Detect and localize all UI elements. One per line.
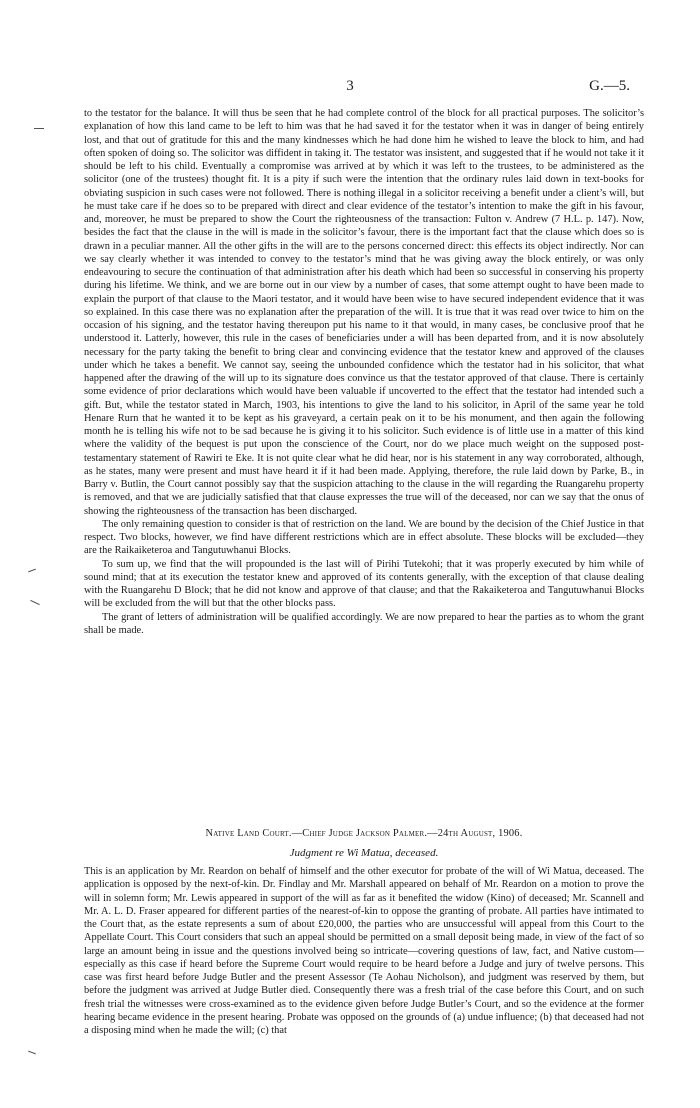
margin-mark xyxy=(28,1051,36,1055)
section-body xyxy=(84,865,644,1037)
body-paragraph: To sum up, we find that the will propounded is the last will of Pirihi Tutekohi; that it was properly executed by him while of sound mind; that at its execution the testator knew and approved of its contents generally, with the exception of that clause dealing with the Ruangarehu D Block; that he did not know and approve of that clause; and that the Rakaiketeroa and Tangutuwhanui Blocks will be excluded from the will but that the other blocks pass. xyxy=(84,558,644,610)
body-paragraph: The grant of letters of administration will be qualified accordingly. We are now prepared to hear the parties as to whom the grant shall be made. xyxy=(84,611,644,636)
section-heading: Native Land Court.—Chief Judge Jackson Palmer.—24th August, 1906. xyxy=(205,828,523,839)
page-number: 3 xyxy=(346,78,354,94)
margin-mark xyxy=(34,128,44,129)
section-paragraph: This is an application by Mr. Reardon on behalf of himself and the other executor for probate of the will of Wi Matua, deceased. The application is opposed by the next-of-kin. Dr. Findlay and Mr. Marshall appeared on behalf of Mr. Reardon on a motion to prove the will in solemn form; Mr. Lewis appeared in support of the will as far as it benefited the widow (Kino) of deceased; Mr. Scannell and Mr. A. L. D. Fraser appeared for different parties of the nearest-of-kin to oppose the granting of probate. All parties have intimated to the Court that, as the estate represents a sum of about £20,000, the parties who are unsuccessful will appeal from this Court to the Appellate Court. This Court considers that such an appeal should be permitted on a small deposit being made, in view of the fact of so large an amount being in issue and the questions involved being so intricate—covering questions of law, fact, and Native custom—especially as this case if heard before the Supreme Court would require to be heard before a Judge and jury of twelve persons. This case was first heard before Judge Butler and the present Assessor (Te Aohau Nicholson), and judgment was reserved by them, but before the judgment was arrived at Judge Butler died. Consequently there was a fresh trial of the case before this Court, and on such fresh trial the witnesses were cross-examined as to the evidence given before Judge Butler’s Court, and so the evidence at the former hearing became evidence in the present hearing. Probate was opposed on the grounds of (a) undue influence; (b) that deceased had not a disposing mind when he made the will; (c) that xyxy=(84,866,644,1036)
section-subheading: Judgment re Wi Matua, deceased. xyxy=(289,847,439,859)
margin-mark xyxy=(30,600,39,605)
judgment-body xyxy=(84,107,644,637)
body-paragraph: to the testator for the balance. It will thus be seen that he had complete control of the block for all practical purposes. The solicitor’s explanation of how this land came to be left to him was that he had saved it for the testator when it was in danger of being entirely lost, and that out of gratitude for this and the many kindnesses which he had done him he wished to leave the block to him, and had often spoken of doing so. The solicitor was diffident in taking it. The testator was insistent, and suggested that if he would not take it it should be left to his child. Eventually a compromise was arrived at by which it was left to the trustees, to be administered as the solicitor (one of the trustees) thought fit. It is a pity if such were the intention that the ordinary rules laid down in text-books for obviating suspicion in such cases were not followed. There is nothing illegal in a solicitor receiving a benefit under a client’s will, but he must take care if he does so to be prepared with direct and clear evidence of the testator’s intention to make the gift in his favour, and, moreover, he must be prepared to show the Court the righteousness of the transaction: Fulton v. Andrew (7 H.L. p. 147). Now, besides the fact that the clause in the will is made in the solicitor’s favour, there is the important fact that the clause which does so is drawn in a peculiar manner. All the other gifts in the will are to the persons concerned direct: this effects its object indirectly. Nor can we say clearly whether it was intended to convey to the testator’s mind that he was giving away the block entirely, or was only endeavouring to secure the continuation of that administration after his death which had been so successful in conserving his property during his lifetime. We think, and we are borne out in our view by a number of cases, that some attempt ought to have been made to explain the purport of that clause to the Maori testator, and it would have been wise to have secured independent evidence that it was so explained. In this case there was no explanation after the preparation of the will. It is true that it was read over twice to him on the occasion of his signing, and the testator having thereupon put his name to it that would, in many cases, be conclusive proof that he understood it. Latterly, however, this rule in the cases of beneficiaries under a will has been departed from, and it is now absolutely necessary for the party taking the benefit to bring clear and convincing evidence that the testator knew and approved of the clauses under which he takes a benefit. We cannot say, seeing the unbounded confidence which the testator had in his solicitor, that what happened after the drawing of the will up to its signature does convince us that the testator approved of that clause. There is certainly some evidence of prior declarations which would have been valuable if uncoverted to the effect that the testator had intended such a gift. But, while the testator stated in March, 1903, his intentions to give the land to his solicitor, in April of the same year he told Henare Rurn that he wanted it to be kept as his graveyard, a certain peak on it to be his monument, and then again the following month he is telling his wife not to be sad because he is giving it to his solicitor. Such evidence is of little use in a matter of this kind where the validity of the bequest is put upon the conscience of the Court, nor do we place much weight on the supposed post-testamentary statement of Rawiri te Eke. It is not quite clear what he did hear, nor is his statement in any way corroborated, although, as he states, many were present and must have heard it if it had been made. Applying, therefore, the rule laid down by Parke, B., in Barry v. Butlin, the Court cannot possibly say that the suspicion attaching to the clause in the will regarding the Ruangarehu property is removed, and that we are judicially satisfied that that clause expresses the true will of the deceased, nor can we say that the onus of showing the righteousness of the transaction has been discharged. xyxy=(84,108,644,517)
body-paragraph: The only remaining question to consider is that of restriction on the land. We are bound by the decision of the Chief Justice in that respect. Two blocks, however, we find have different restrictions which are in effect absolute. These blocks will be excluded—they are the Raikaiketeroa and Tangutuwhanui Blocks. xyxy=(84,518,644,557)
document-code: G.—5. xyxy=(589,78,630,94)
margin-mark xyxy=(28,569,36,573)
